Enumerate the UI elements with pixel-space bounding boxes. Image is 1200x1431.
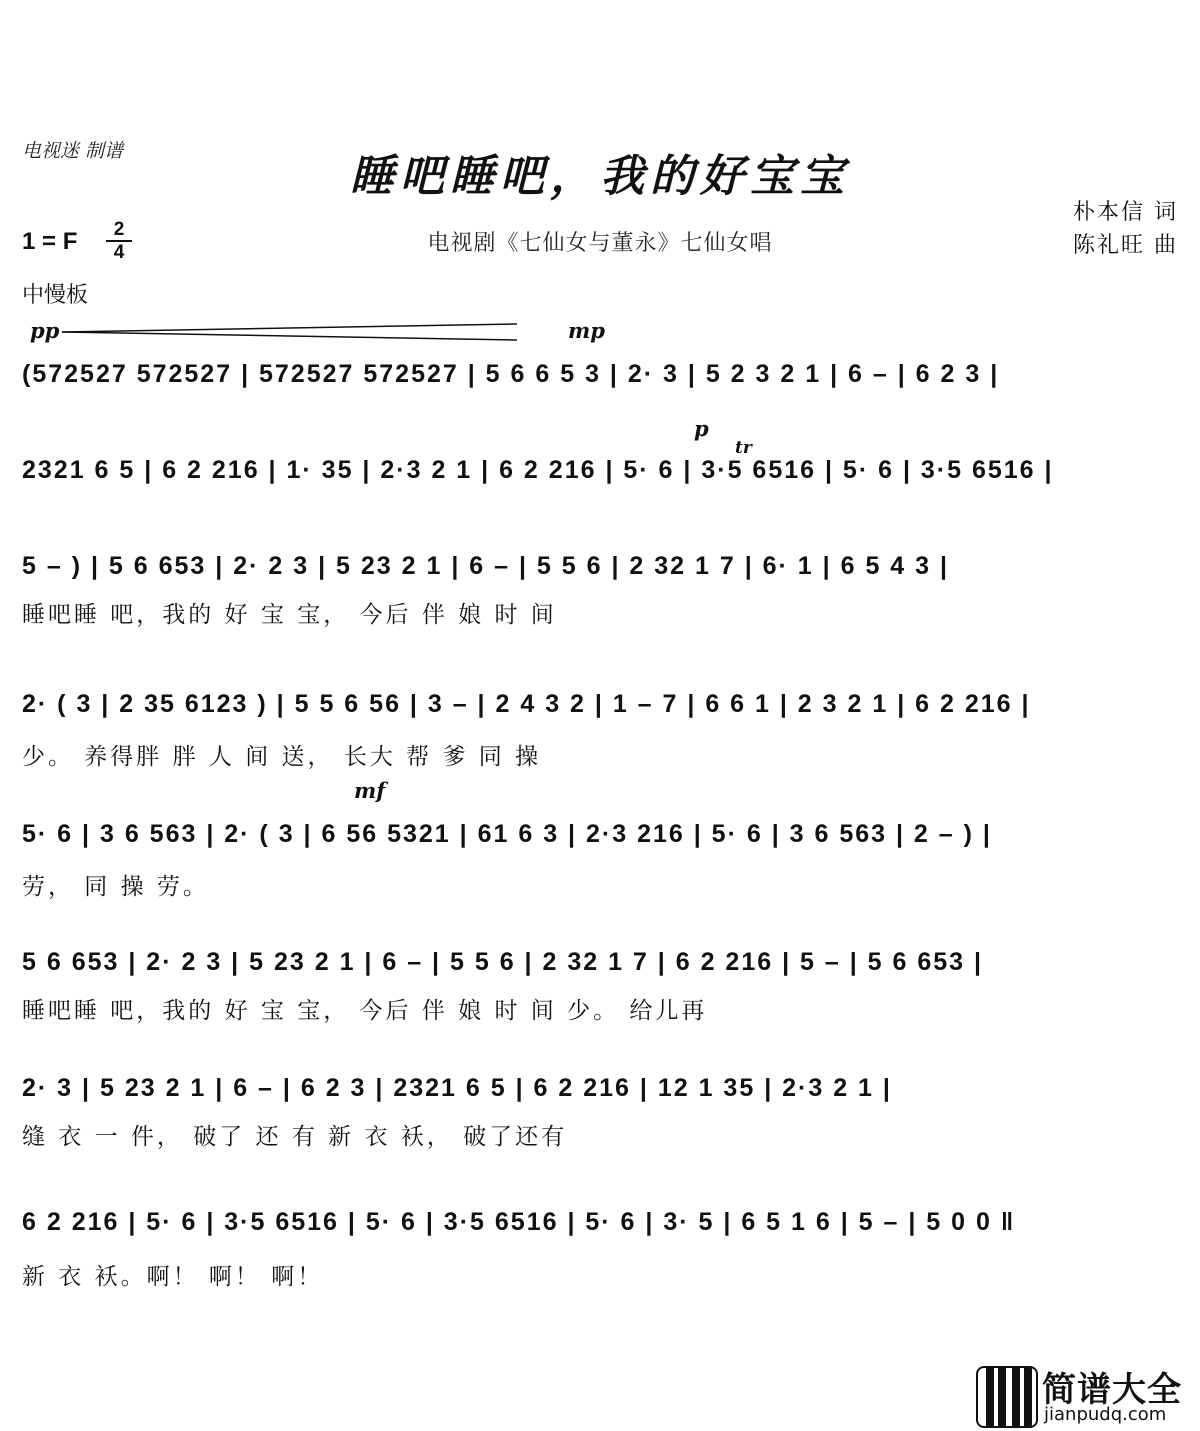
dynamic-mp: mp: [568, 318, 605, 343]
key-signature: 1 = F: [22, 228, 78, 255]
song-subtitle: 电视剧《七仙女与董永》七仙女唱: [427, 231, 773, 256]
dynamic-p: p: [694, 416, 709, 441]
music-system-3: 5 – ) | 5 6 653 | 2· 2 3 | 5 23 2 1 | 6 – | 5 5 6 | 2 32 1 7 | 6· 1 | 6 5 4 3 |: [22, 552, 949, 580]
jianpudq-logo: [976, 1362, 1200, 1428]
lyrics-line-8: 新 衣 袄。啊！ 啊！ 啊！: [22, 1264, 324, 1290]
lyrics-line-6: 睡吧睡 吧，我的 好 宝 宝， 今后 伴 娘 时 间 少。 给儿再: [22, 998, 708, 1024]
music-system-2: 2321 6 5 | 6 2 216 | 1· 35 | 2·3 2 1 | 6 2 216 | 5· 6 | 3·5 6516 | 5· 6 | 3·5 6516 |: [22, 456, 1054, 484]
time-denominator: 4: [113, 242, 125, 263]
music-system-5: 5· 6 | 3 6 563 | 2· ( 3 | 6 56 5321 | 61 6 3 | 2·3 216 | 5· 6 | 3 6 563 | 2 – ) |: [22, 820, 992, 848]
music-system-4: 2· ( 3 | 2 35 6123 ) | 5 5 6 56 | 3 – | 2 4 3 2 | 1 – 7 | 6 6 1 | 2 3 2 1 | 6 2 216 |: [22, 690, 1031, 718]
lyrics-line-3: 睡吧睡 吧，我的 好 宝 宝， 今后 伴 娘 时 间: [22, 602, 557, 628]
music-system-6: 5 6 653 | 2· 2 3 | 5 23 2 1 | 6 – | 5 5 6 | 2 32 1 7 | 6 2 216 | 5 – | 5 6 653 |: [22, 948, 984, 976]
score-credit: 电视迷 制谱: [22, 140, 124, 162]
lyrics-line-4: 少。 养得胖 胖 人 间 送， 长大 帮 爹 同 操: [22, 744, 542, 770]
time-signature: [106, 220, 132, 262]
lyricist-credit: 朴本信 词: [1073, 200, 1178, 225]
music-system-1: (572527 572527 | 572527 572527 | 5 6 6 5 3 | 2· 3 | 5 2 3 2 1 | 6 – | 6 2 3 |: [22, 360, 1000, 388]
dynamic-pp: pp: [30, 318, 60, 343]
decrescendo-hairpin: [62, 322, 517, 342]
music-system-7: 2· 3 | 5 23 2 1 | 6 – | 6 2 3 | 2321 6 5 | 6 2 216 | 12 1 35 | 2·3 2 1 |: [22, 1074, 892, 1102]
dynamic-mf: mf: [354, 778, 386, 803]
trill-mark: tr: [735, 438, 752, 458]
logo-name: 简谱大全: [1042, 1370, 1182, 1410]
piano-keys-icon: [976, 1366, 1038, 1428]
time-numerator: 2: [106, 220, 132, 242]
lyrics-line-7: 缝 衣 一 件， 破了 还 有 新 衣 袄， 破了还有: [22, 1124, 568, 1150]
song-title: 睡吧睡吧，我的好宝宝: [350, 151, 850, 202]
tempo-marking: 中慢板: [22, 283, 89, 308]
logo-url: jianpudq.com: [1044, 1404, 1167, 1425]
composer-credit: 陈礼旺 曲: [1073, 233, 1178, 258]
music-system-8: 6 2 216 | 5· 6 | 3·5 6516 | 5· 6 | 3·5 6516 | 5· 6 | 3· 5 | 6 5 1 6 | 5 – | 5 0 0 ‖: [22, 1208, 1016, 1236]
lyrics-line-5: 劳， 同 操 劳。: [22, 874, 209, 900]
